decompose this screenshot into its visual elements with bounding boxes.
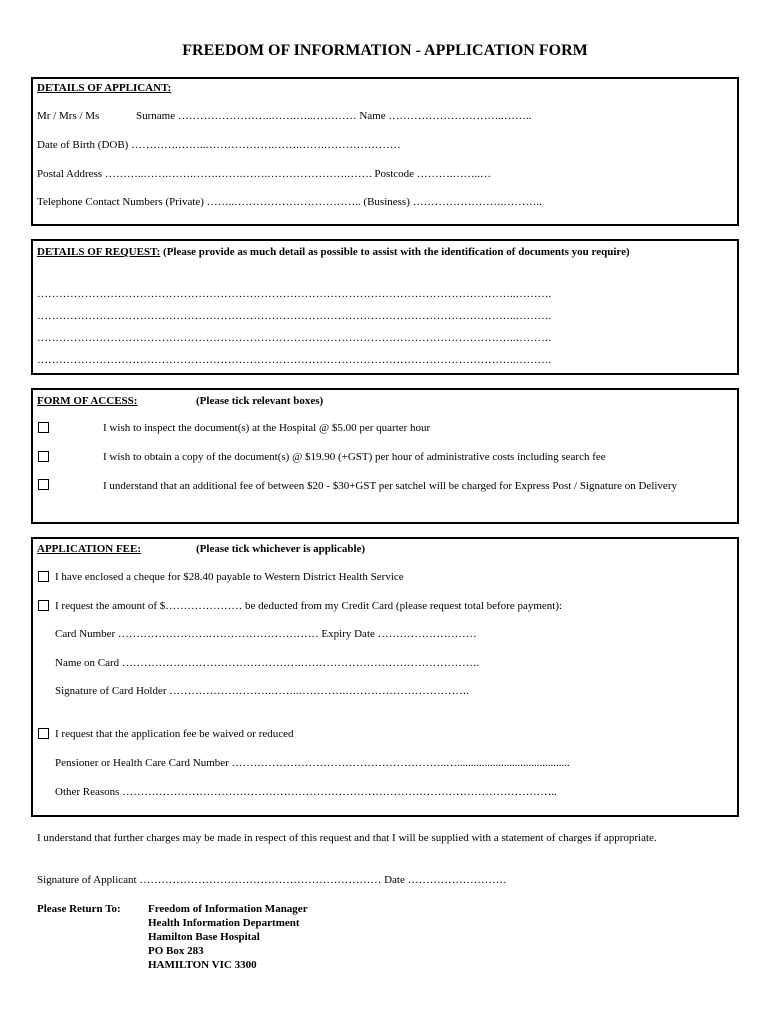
cheque-option-label: I have enclosed a cheque for $28.40 payable to Western District Health Service [55, 571, 404, 583]
waive-fee-option-label: I request that the application fee be waived or reduced [55, 728, 294, 740]
copy-checkbox[interactable] [38, 451, 49, 462]
surname-name-field[interactable]: Surname ……………………..…….…..………… Name …………………………..…….. [136, 110, 532, 122]
return-label: Please Return To: [37, 903, 121, 915]
telephone-field[interactable]: Telephone Contact Numbers (Private) ……..…………………………….. (Business) …………………….……….. [37, 196, 542, 208]
name-on-card-field[interactable]: Name on Card ………………………………………….…………………………………………. [55, 657, 480, 669]
dob-field[interactable]: Date of Birth (DOB) ………….……..……………….…….…….………………… [37, 139, 401, 151]
access-instruction: (Please tick relevant boxes) [196, 395, 324, 407]
other-reasons-field[interactable]: Other Reasons ……………………………………………………………………………………………………….. [55, 786, 557, 798]
inspect-checkbox[interactable] [38, 422, 49, 433]
credit-card-option-label: I request the amount of $………………… be deducted from my Credit Card (please request total before payment): [55, 600, 563, 612]
credit-card-checkbox[interactable] [38, 600, 49, 611]
return-address-line-5: HAMILTON VIC 3300 [148, 959, 257, 971]
inspect-option-label: I wish to inspect the document(s) at the Hospital @ $5.00 per quarter hour [103, 422, 431, 434]
copy-option-label: I wish to obtain a copy of the document(s) @ $19.90 (+GST) per hour of administrative costs including search fee [103, 451, 606, 463]
card-holder-signature-field[interactable]: Signature of Card Holder ……………………….……..………….……………………………. [55, 685, 469, 697]
fee-header: APPLICATION FEE: [37, 543, 141, 555]
request-instruction: (Please provide as much detail as possible to assist with the identification of documents you require) [160, 246, 630, 258]
postal-address-field[interactable]: Postal Address ………..…….…….…….…….…….………………….……. Postcode ……….……..… [37, 168, 492, 180]
request-heading [37, 245, 733, 259]
request-header: DETAILS OF REQUEST: [37, 246, 161, 258]
return-address-line-3: Hamilton Base Hospital [148, 931, 260, 943]
return-address-line-2: Health Information Department [148, 917, 300, 929]
card-number-field[interactable]: Card Number …………………….………………………… Expiry Date ……………………… [55, 628, 477, 640]
express-post-checkbox[interactable] [38, 479, 49, 490]
return-address-line-1: Freedom of Information Manager [148, 903, 308, 915]
request-line-3[interactable]: …………………………………………………………………………………………………………………..………. [37, 332, 552, 344]
waive-fee-checkbox[interactable] [38, 728, 49, 739]
request-line-4[interactable]: …………………………………………………………………………………………………………………..………. [37, 354, 552, 366]
return-address-line-4: PO Box 283 [148, 945, 204, 957]
applicant-header: DETAILS OF APPLICANT: [37, 82, 172, 94]
salutation-label: Mr / Mrs / Ms [37, 110, 100, 122]
pensioner-card-field[interactable]: Pensioner or Health Care Card Number …………………………………………………..…......................................... [55, 757, 570, 769]
form-title: FREEDOM OF INFORMATION - APPLICATION FORM [182, 42, 588, 59]
request-line-2[interactable]: …………………………………………………………………………………………………………………..………. [37, 310, 552, 322]
charges-statement: I understand that further charges may be made in respect of this request and that I will be supplied with a statement of charges if appropriate. [37, 832, 657, 844]
request-line-1[interactable]: …………………………………………………………………………………………………………………..………. [37, 288, 552, 300]
cheque-checkbox[interactable] [38, 571, 49, 582]
fee-instruction: (Please tick whichever is applicable) [196, 543, 366, 555]
express-post-option-label: I understand that an additional fee of between $20 - $30+GST per satchel will be charged for Express Post / Signature on Delivery [103, 480, 677, 492]
access-header: FORM OF ACCESS: [37, 395, 138, 407]
applicant-signature-date-field[interactable]: Signature of Applicant ………………………………………………………… Date ……………………… [37, 874, 507, 886]
